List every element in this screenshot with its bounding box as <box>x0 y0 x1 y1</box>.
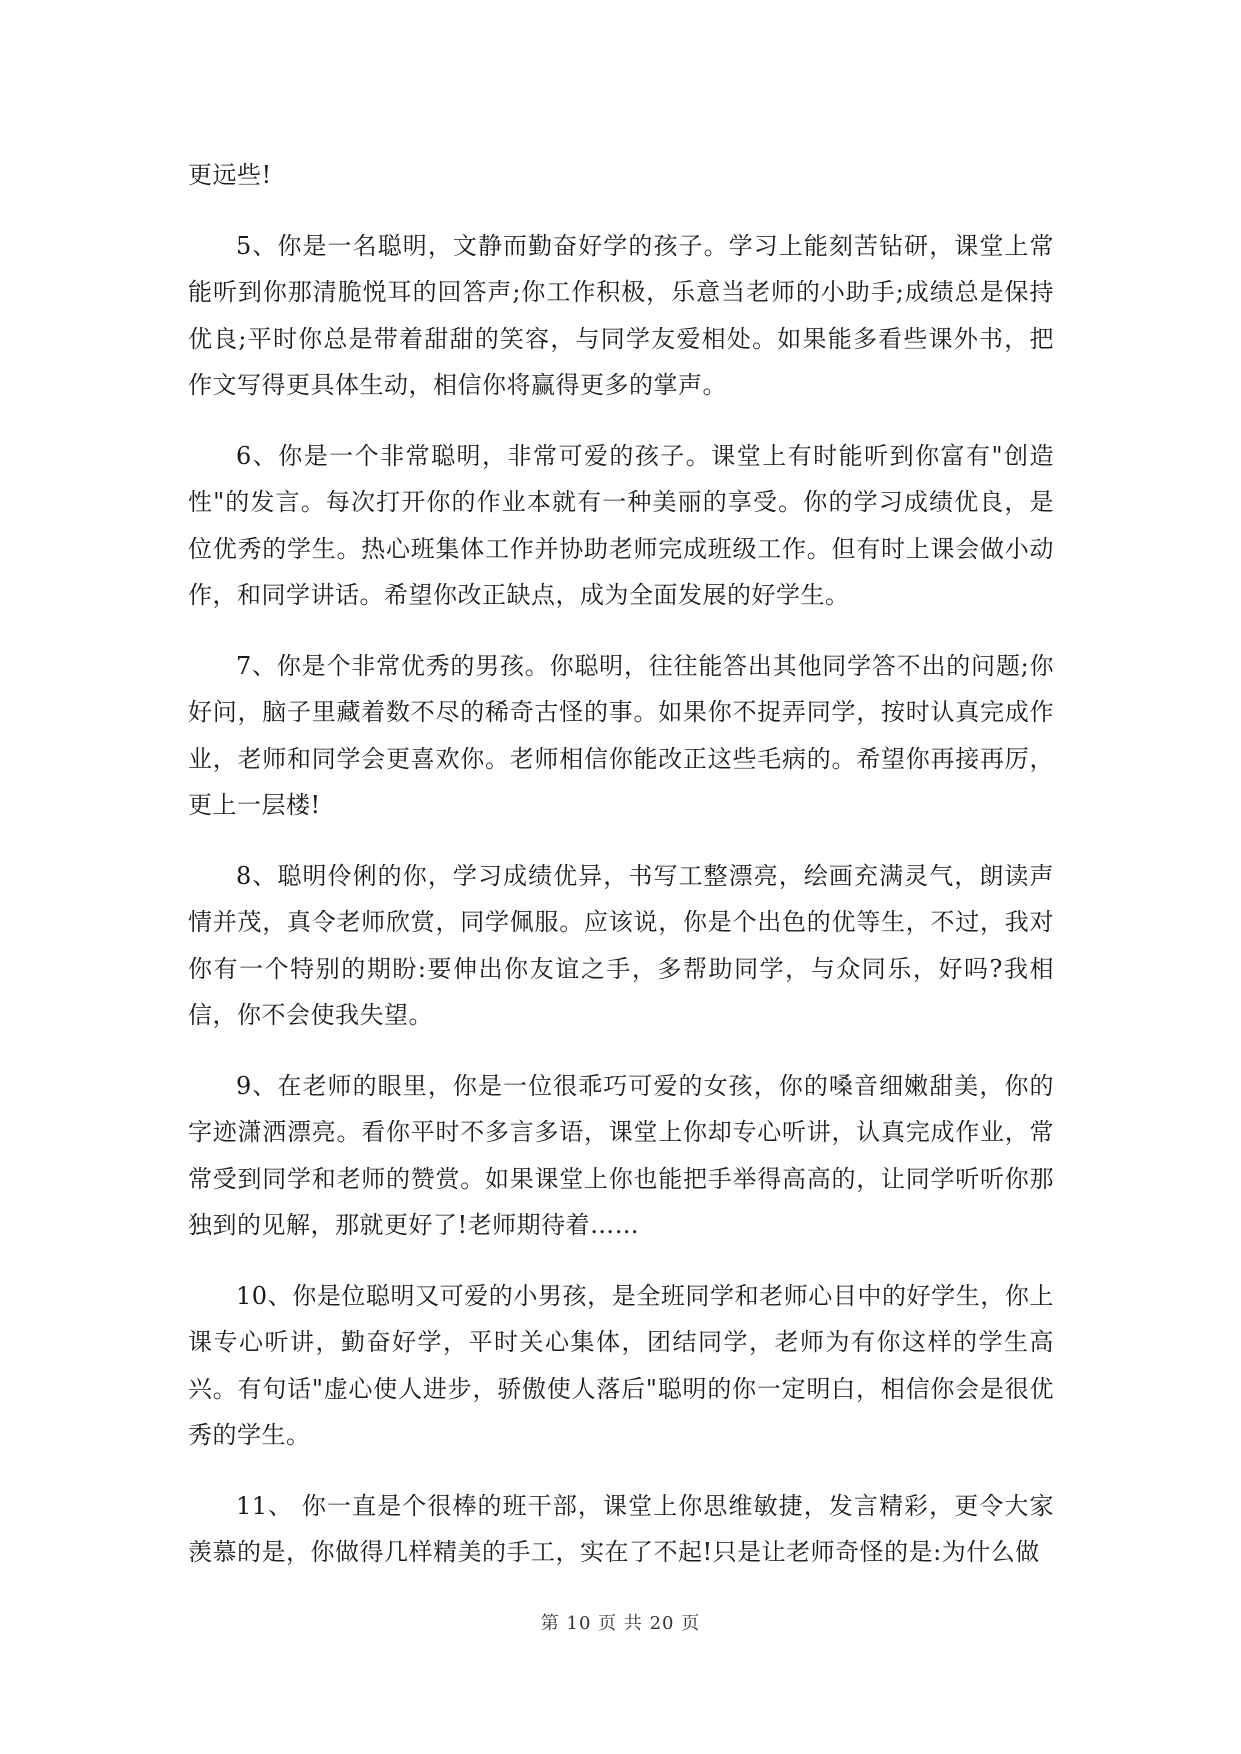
paragraph-comment-11: 11、 你一直是个很棒的班干部，课堂上你思维敏捷，发言精彩，更令大家羡慕的是，你做得几样精美的手工，实在了不起!只是让老师奇怪的是:为什么做 <box>188 1491 1054 1566</box>
paragraph-comment-8: 8、聪明伶俐的你，学习成绩优异，书写工整漂亮，绘画充满灵气，朗读声情并茂，真令老师欣赏，同学佩服。应该说，你是个出色的优等生，不过，我对你有一个特别的期盼:要伸出你友谊之手，多帮助同学，与众同乐，好吗?我相信，你不会使我失望。 <box>188 861 1054 1029</box>
paragraph-comment-7: 7、你是个非常优秀的男孩。你聪明，往往能答出其他同学答不出的问题;你好问，脑子里藏着数不尽的稀奇古怪的事。如果你不捉弄同学，按时认真完成作业，老师和同学会更喜欢你。老师相信你能改正这些毛病的。希望你再接再厉，更上一层楼! <box>188 651 1054 819</box>
paragraph-comment-10: 10、你是位聪明又可爱的小男孩，是全班同学和老师心目中的好学生，你上课专心听讲，勤奋好学，平时关心集体，团结同学，老师为有你这样的学生高兴。有句话"虚心使人进步，骄傲使人落后"聪明的你一定明白，相信你会是很优秀的学生。 <box>188 1281 1054 1449</box>
paragraph-comment-5: 5、你是一名聪明，文静而勤奋好学的孩子。学习上能刻苦钻研，课堂上常能听到你那清脆悦耳的回答声;你工作积极，乐意当老师的小助手;成绩总是保持优良;平时你总是带着甜甜的笑容，与同学友爱相处。如果能多看些课外书，把作文写得更具体生动，相信你将赢得更多的掌声。 <box>188 231 1054 399</box>
paragraph-comment-6: 6、你是一个非常聪明，非常可爱的孩子。课堂上有时能听到你富有"创造性"的发言。每次打开你的作业本就有一种美丽的享受。你的学习成绩优良，是位优秀的学生。热心班集体工作并协助老师完成班级工作。但有时上课会做小动作，和同学讲话。希望你改正缺点，成为全面发展的好学生。 <box>188 441 1054 609</box>
paragraph-continuation: 更远些! <box>188 161 272 189</box>
paragraph-comment-9: 9、在老师的眼里，你是一位很乖巧可爱的女孩，你的嗓音细嫩甜美，你的字迹潇洒漂亮。看你平时不多言多语，课堂上你却专心听讲，认真完成作业，常常受到同学和老师的赞赏。如果课堂上你也能把手举得高高的，让同学听听你那独到的见解，那就更好了!老师期待着…… <box>188 1071 1054 1239</box>
page-number: 第 10 页 共 20 页 <box>540 1613 701 1634</box>
page-body <box>188 152 1054 1600</box>
page-footer <box>0 1612 1241 1636</box>
